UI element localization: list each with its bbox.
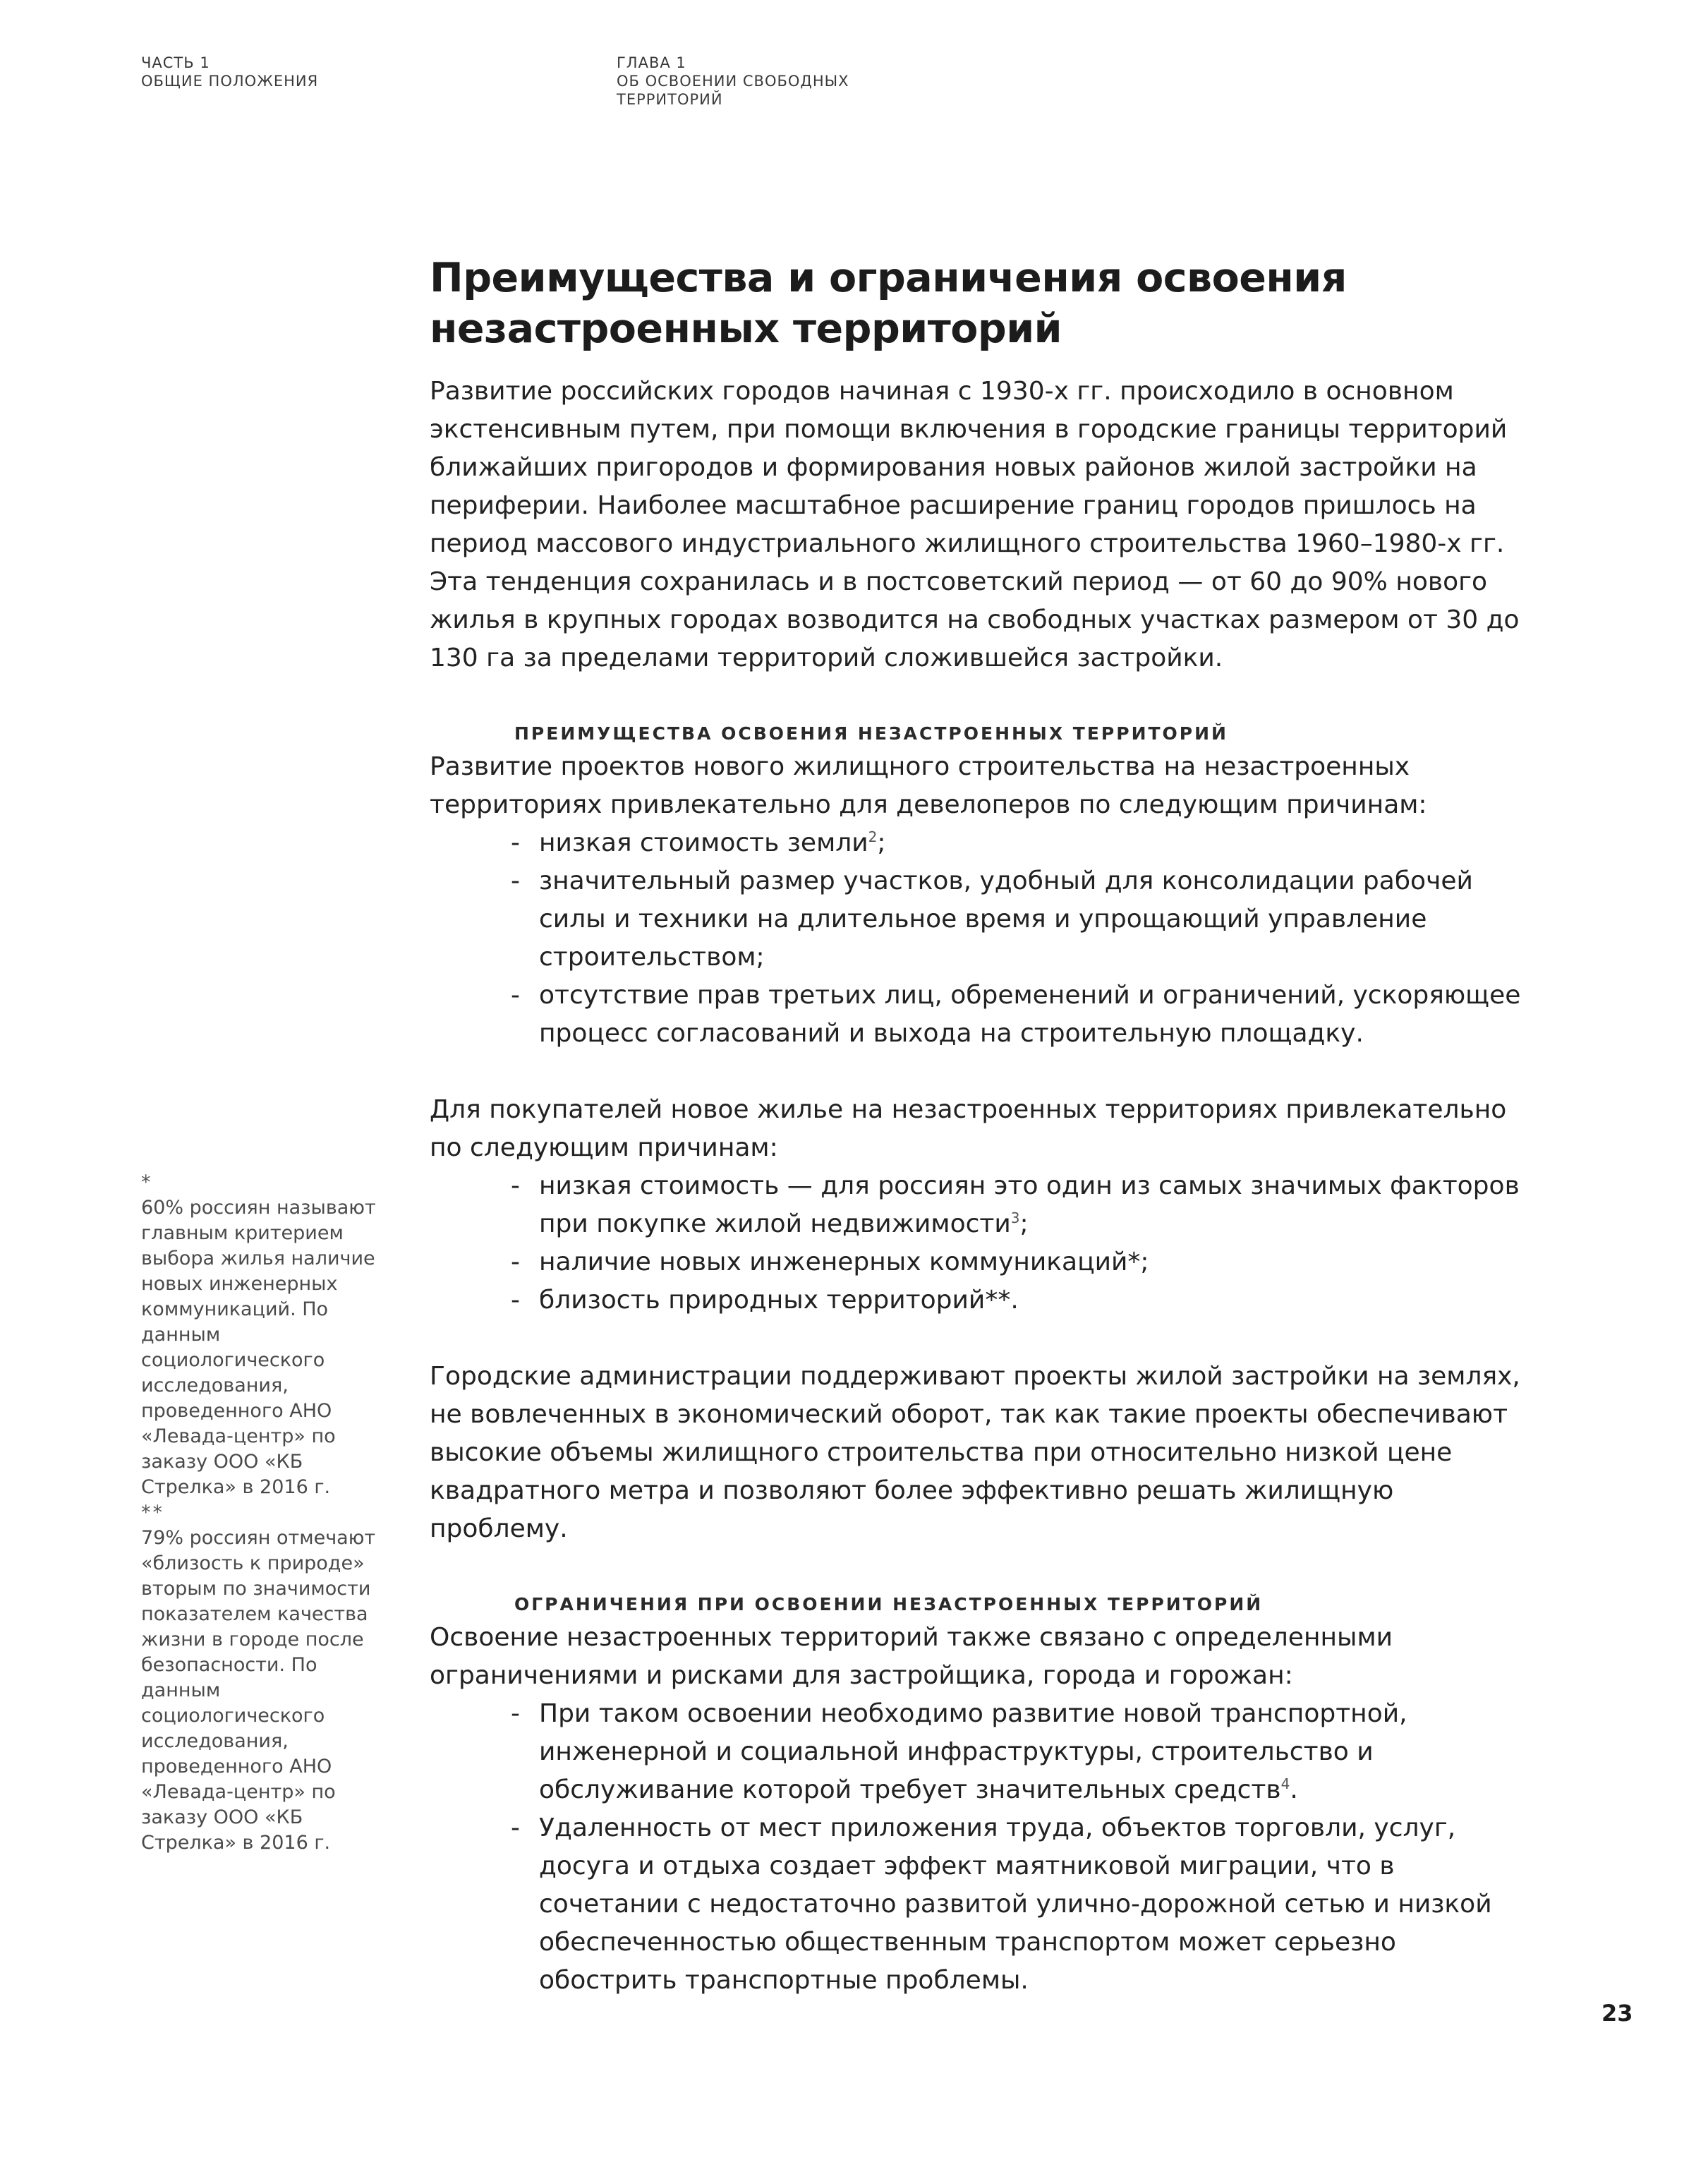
- buyers-intro: Для покупателей новое жилье на незастроенных территориях привлекательно по следующим причинам:: [430, 1095, 1507, 1162]
- list-item: - низкая стоимость — для россиян это один из самых значимых факторов при покупке жилой недвижимости$^3$;: [511, 1167, 1530, 1243]
- page-title: Преимущества и ограничения освоения незастроенных территорий: [430, 255, 1347, 352]
- note-marker: *: [141, 1171, 153, 1193]
- list-item: - Удаленность от мест приложения труда, объектов торговли, услуг, досуга и отдыха создает эффект маятниковой миграции, что в сочетании с недостаточно развитой улично-дорожной сетью и низкой обеспеченностью общественным транспортом может серьезно обострить транспортные проблемы.: [511, 1809, 1530, 2000]
- running-header-chapter: [617, 54, 849, 109]
- running-header-part: [141, 54, 318, 90]
- header-part-title: ОБЩИЕ ПОЛОЖЕНИЯ: [141, 73, 319, 90]
- main-content: [430, 253, 1530, 2000]
- list-item: - наличие новых инженерных коммуникаций*;: [511, 1243, 1530, 1281]
- header-chapter-line: ГЛАВА 1: [617, 54, 686, 71]
- limitations-list: [430, 1695, 1530, 2000]
- list-item: - отсутствие прав третьих лиц, обременений и ограничений, ускоряющее процесс согласований и выхода на строительную площадку.: [511, 977, 1530, 1053]
- list-item: - низкая стоимость земли$^2$;: [511, 824, 1530, 862]
- footnote-ref: 4: [1280, 1775, 1290, 1792]
- header-chapter-title-1: ОБ ОСВОЕНИИ СВОБОДНЫХ: [617, 73, 849, 90]
- list-item: - близость природных территорий**.: [511, 1281, 1530, 1320]
- buyers-list: [430, 1167, 1530, 1320]
- margin-note: 60% россиян называют главным критерием выбора жилья наличие новых инженерных коммуникаций. По данным социологического исследования, проведенного АНО «Левада-центр» по заказу ООО «КБ Стрелка» в 2016 г.: [141, 1197, 376, 1498]
- footnote-ref: 2: [868, 828, 878, 845]
- header-chapter-title-2: ТЕРРИТОРИЙ: [617, 91, 723, 108]
- list-item: - значительный размер участков, удобный для консолидации рабочей силы и техники на длительное время и упрощающий управление строительством;: [511, 862, 1530, 977]
- margin-note: 79% россиян отмечают «близость к природе» вторым по значимости показателем качества жизни в городе после безопасности. По данным социологического исследования, проведенного АНО «Левада-центр» по заказу ООО «КБ Стрелка» в 2016 г.: [141, 1527, 376, 1854]
- intro-paragraph: Развитие российских городов начиная с 1930-х гг. происходило в основном экстенсивным путем, при помощи включения в городские границы территорий ближайших пригородов и формирования новых районов жилой застройки на периферии. Наиболее масштабное расширение границ городов пришлось на период массового индустриального жилищного строительства 1960–1980-х гг. Эта тенденция сохранилась и в постсоветский период — от 60 до 90% нового жилья в крупных городах возводится на свободных участках размером от 30 до 130 га за пределами территорий сложившейся застройки.: [430, 377, 1520, 672]
- footnote-ref: 3: [1010, 1209, 1020, 1226]
- list-item: - При таком освоении необходимо развитие новой транспортной, инженерной и социальной инфраструктуры, строительство и обслуживание которой требует значительных средств$^4$.: [511, 1695, 1530, 1809]
- admin-paragraph: Городские администрации поддерживают проекты жилой застройки на землях, не вовлеченных в экономический оборот, так как такие проекты обеспечивают высокие объемы жилищного строительства при относительно низкой цене квадратного метра и позволяют более эффективно решать жилищную проблему.: [430, 1362, 1520, 1543]
- limitations-intro: Освоение незастроенных территорий также связано с определенными ограничениями и рисками для застройщика, города и горожан:: [430, 1623, 1393, 1690]
- limitations-heading: ОГРАНИЧЕНИЯ ПРИ ОСВОЕНИИ НЕЗАСТРОЕННЫХ ТЕРРИТОРИЙ: [514, 1594, 1264, 1614]
- margin-notes: [141, 1170, 395, 1856]
- developers-list: [430, 824, 1530, 1053]
- advantages-heading: ПРЕИМУЩЕСТВА ОСВОЕНИЯ НЕЗАСТРОЕННЫХ ТЕРРИТОРИЙ: [514, 723, 1228, 744]
- header-part-line: ЧАСТЬ 1: [141, 54, 210, 71]
- note-marker: **: [141, 1502, 164, 1523]
- developers-intro: Развитие проектов нового жилищного строительства на незастроенных территориях привлекательно для девелоперов по следующим причинам:: [430, 752, 1427, 819]
- page-number: 23: [1601, 2000, 1633, 2027]
